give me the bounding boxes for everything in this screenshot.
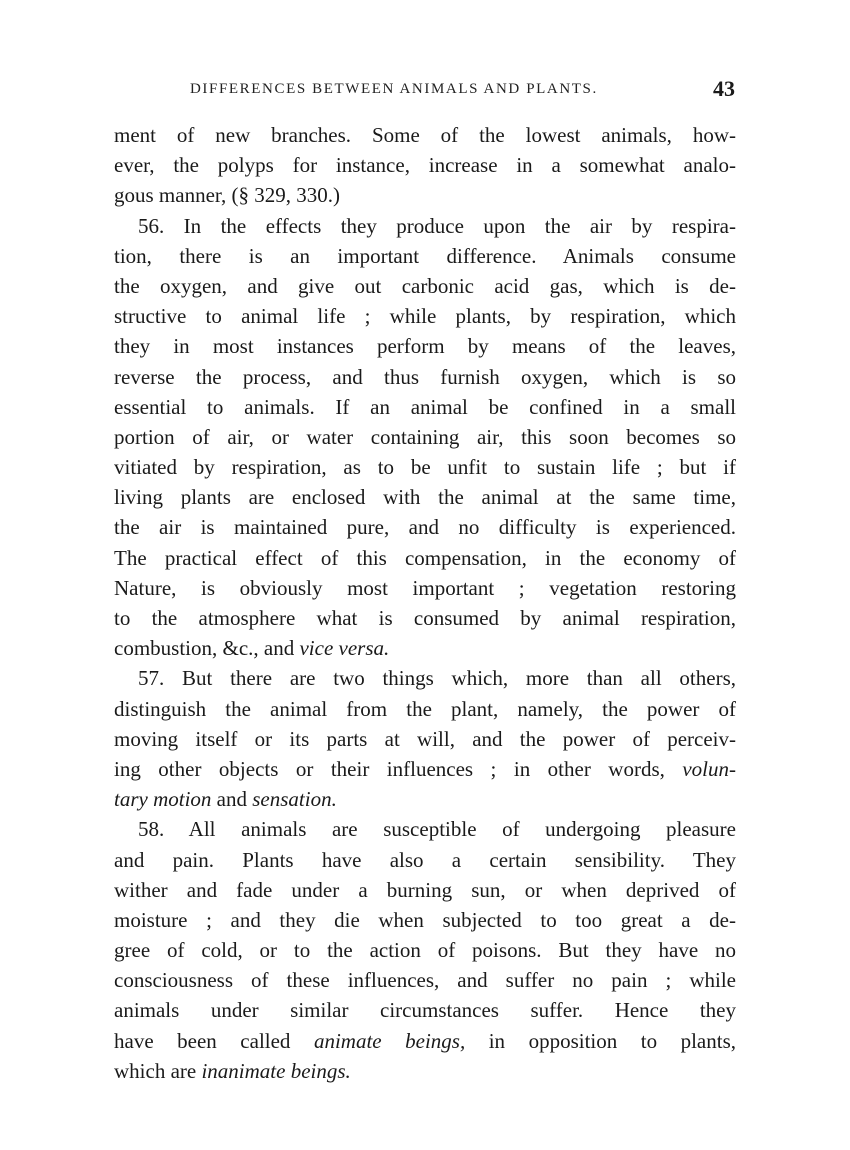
- text-line: moving itself or its parts at will, and the power of perceiv-: [114, 726, 736, 751]
- text-line: reverse the process, and thus furnish oxygen, which is so: [114, 364, 736, 389]
- text-line: gree of cold, or to the action of poisons. But they have no: [114, 938, 736, 963]
- italic-vice-versa: vice versa.: [299, 636, 390, 661]
- text-line: The practical effect of this compensation, in the economy of: [114, 545, 736, 570]
- italic-animate-beings: animate beings,: [313, 1028, 466, 1053]
- page-number: 43: [713, 76, 735, 101]
- italic-voluntary: volun-: [682, 756, 736, 781]
- italic-tary: tary: [114, 787, 148, 812]
- page-body: [114, 120, 736, 1086]
- italic-inanimate-beings: inanimate beings.: [201, 1058, 351, 1083]
- text-line: wither and fade under a burning sun, or when deprived of: [114, 877, 736, 902]
- text-line: tion, there is an important difference. Animals consume: [114, 243, 736, 268]
- text-line: ment of new branches. Some of the lowest animals, how-: [114, 123, 736, 147]
- text-line: to the atmosphere what is consumed by animal respiration,: [114, 606, 736, 630]
- text-line: [114, 784, 736, 814]
- text-line: living plants are enclosed with the animal at the same time,: [114, 485, 736, 510]
- text-line: structive to animal life ; while plants, by respiration, which: [114, 304, 736, 329]
- italic-sensation: sensation.: [252, 787, 337, 812]
- text-run-and: and: [211, 787, 253, 812]
- text-line: [114, 1026, 736, 1056]
- text-line: animals under similar circumstances suffer. Hence they: [114, 998, 736, 1023]
- text-run: in opposition to plants,: [488, 1028, 736, 1053]
- paragraph-57-line: 57. But there are two things which, more than all others,: [138, 666, 736, 691]
- text-run: ing other objects or their influences ; in other words,: [114, 756, 665, 781]
- text-line: [114, 633, 736, 663]
- text-line: distinguish the animal from the plant, namely, the power of: [114, 696, 736, 721]
- text-line: consciousness of these influences, and suffer no pain ; while: [114, 968, 736, 993]
- running-head-title: DIFFERENCES BETWEEN ANIMALS AND PLANTS.: [190, 81, 598, 97]
- text-line: gous manner, (§ 329, 330.): [114, 183, 341, 208]
- text-line: Nature, is obviously most important ; vegetation restoring: [114, 575, 736, 600]
- text-line: the oxygen, and give out carbonic acid gas, which is de-: [114, 273, 736, 298]
- text-line: essential to animals. If an animal be confined in a small: [114, 394, 736, 419]
- paragraph-58-line: 58. All animals are susceptible of undergoing pleasure: [138, 817, 736, 842]
- italic-motion: motion: [153, 787, 212, 812]
- text-run: have been called: [114, 1028, 291, 1053]
- text-line: and pain. Plants have also a certain sensibility. They: [114, 847, 736, 872]
- paragraph-56-line: 56. In the effects they produce upon the air by respira-: [138, 213, 736, 238]
- text-run: combustion, &c., and: [114, 636, 295, 661]
- text-line: [114, 754, 736, 784]
- text-line: they in most instances perform by means of the leaves,: [114, 334, 736, 359]
- running-header: [190, 78, 735, 100]
- text-line: [114, 1056, 736, 1086]
- text-line: vitiated by respiration, as to be unfit to sustain life ; but if: [114, 455, 736, 480]
- text-line: ever, the polyps for instance, increase in a somewhat analo-: [114, 153, 736, 178]
- text-line: moisture ; and they die when subjected to too great a de-: [114, 907, 736, 932]
- text-line: the air is maintained pure, and no difficulty is experienced.: [114, 515, 736, 540]
- text-run: which are: [114, 1058, 197, 1083]
- text-line: portion of air, or water containing air, this soon becomes so: [114, 424, 736, 449]
